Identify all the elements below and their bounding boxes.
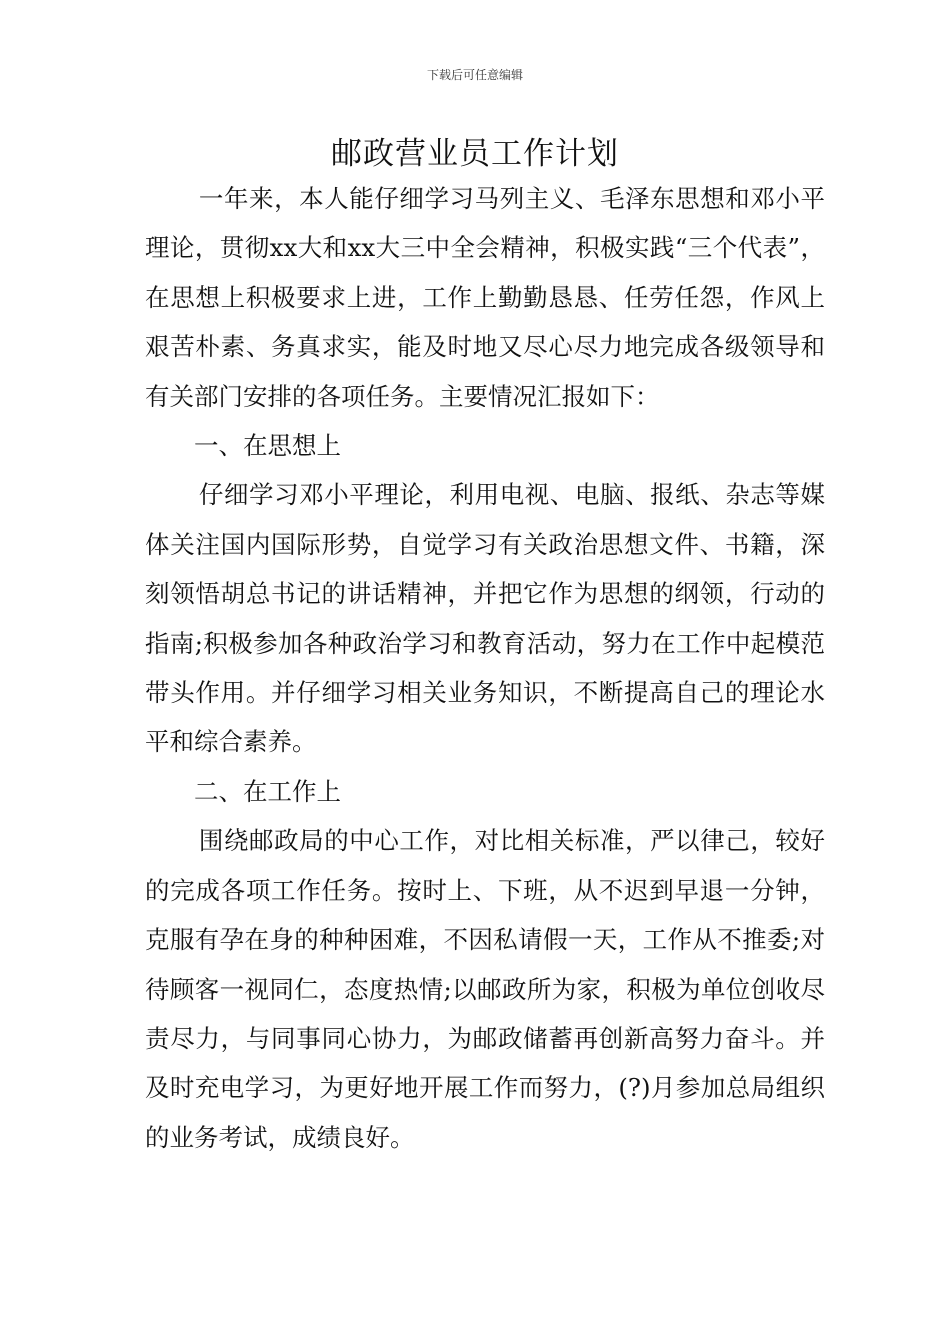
section-heading-work: 二、在工作上: [194, 776, 341, 806]
paragraph-work: 围绕邮政局的中心工作，对比相关标准，严以律己，较好的完成各项工作任务。按时上、下班，从不迟到早退一分钟，克服有孕在身的种种困难，不因私请假一天，工作从不推委;对待顾客一视同仁，态度热情;以邮政所为家，积极为单位创收尽责尽力，与同事同心协力，为邮政储蓄再创新高努力奋斗。并及时充电学习，为更好地开展工作而努力，(?)月参加总局组织的业务考试，成绩良好。: [145, 826, 825, 1152]
document-title: 邮政营业员工作计划: [331, 136, 619, 172]
paragraph-intro: 一年来，本人能仔细学习马列主义、毛泽东思想和邓小平理论，贯彻xx大和xx大三中全会精神，积极实践“三个代表”，在思想上积极要求上进，工作上勤勤恳恳、任劳任怨，作风上艰苦朴素、务真求实，能及时地又尽心尽力地完成各级领导和有关部门安排的各项任务。主要情况汇报如下：: [145, 184, 825, 411]
header-note: 下载后可任意编辑: [426, 68, 523, 82]
section-heading-thought: 一、在思想上: [194, 431, 341, 461]
paragraph-thought: 仔细学习邓小平理论，利用电视、电脑、报纸、杂志等媒体关注国内国际形势，自觉学习有关政治思想文件、书籍，深刻领悟胡总书记的讲话精神，并把它作为思想的纲领，行动的指南;积极参加各种政治学习和教育活动，努力在工作中起模范带头作用。并仔细学习相关业务知识，不断提高自己的理论水平和综合素养。: [145, 480, 825, 757]
document-body: [145, 174, 825, 1162]
